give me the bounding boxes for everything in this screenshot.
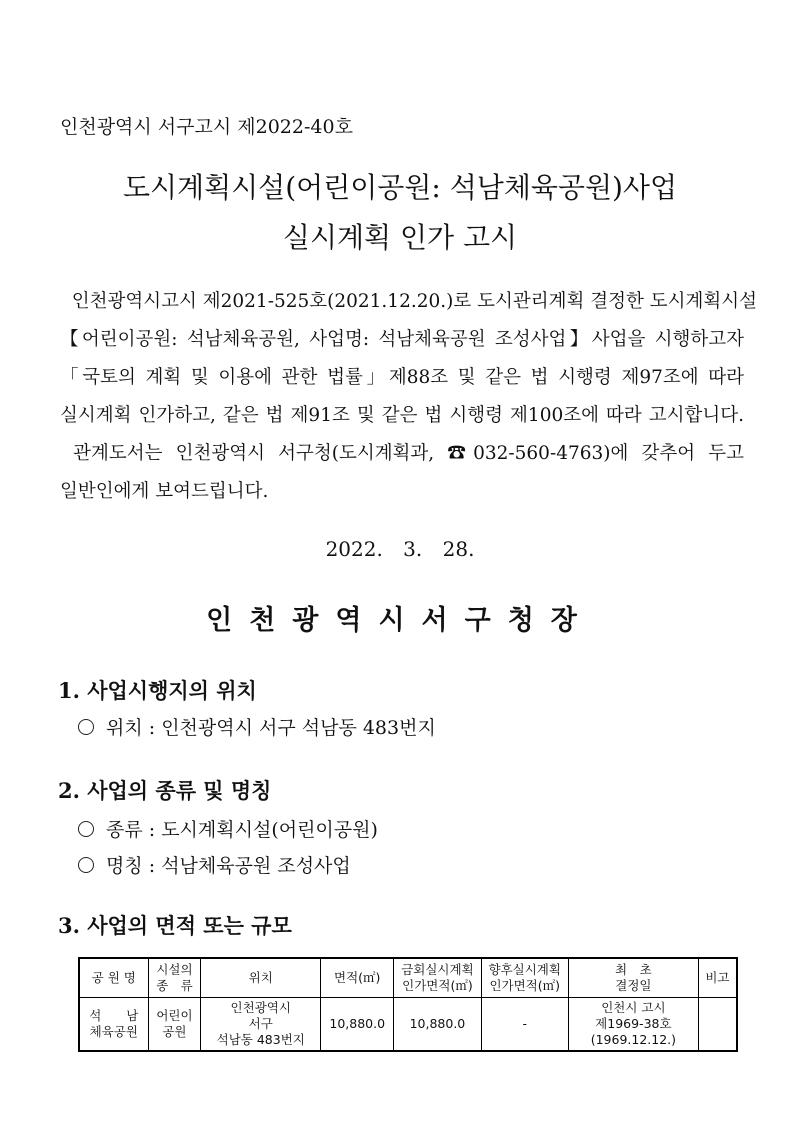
notice-body (60, 283, 757, 511)
table-cell: 석 남 체육공원 (79, 998, 148, 1052)
circle-bullet-icon (78, 719, 94, 735)
list-item-text: 종류 : 도시계획시설(어린이공원) (106, 819, 378, 841)
table-header-cell: 시설의 종 류 (148, 958, 201, 998)
issuer-name: 인천광역시서구청장 (206, 605, 594, 636)
table-cell: 인천광역시 서구 석남동 483번지 (201, 998, 321, 1052)
table-row (79, 998, 737, 1052)
list-item-text: 위치 : 인천광역시 서구 석남동 483번지 (106, 717, 436, 739)
body-line: 일반인에게 보여드립니다. (60, 481, 269, 502)
body-line: 「국토의 계획 및 이용에 관한 법률」제88조 및 같은 법 시행령 제97조에 따라 (60, 367, 744, 388)
table-cell (698, 998, 737, 1052)
list-item-location (78, 713, 436, 740)
document-title-line2: 실시계획 인가 고시 (282, 221, 518, 254)
document-title-line1: 도시계획시설(어린이공원: 석남체육공원)사업 (122, 171, 678, 204)
body-line: 관계도서는 인천광역시 서구청(도시계획과, ☎032-560-4763)에 갖추어 두고 (60, 443, 744, 464)
notice-date: 2022. 3. 28. (325, 537, 475, 561)
section-heading-area: 3. 사업의 면적 또는 규모 (58, 913, 292, 938)
body-line: 인천광역시고시 제2021-525호(2021.12.20.)로 도시관리계획 결정한 도시계획시설 (60, 291, 757, 312)
table-cell: 어린이 공원 (148, 998, 201, 1052)
list-item-type (78, 815, 378, 842)
project-summary-table (78, 957, 738, 1052)
body-line: 실시계획 인가하고, 같은 법 제91조 및 같은 법 시행령 제100조에 따라 고시합니다. (60, 405, 744, 426)
table-cell: - (481, 998, 568, 1052)
table-header-cell: 향후실시계획 인가면적(㎡) (481, 958, 568, 998)
circle-bullet-icon (78, 857, 94, 873)
table-cell: 10,880.0 (394, 998, 481, 1052)
table-header-cell: 면적(㎡) (321, 958, 394, 998)
circle-bullet-icon (78, 821, 94, 837)
list-item-text: 명칭 : 석남체육공원 조성사업 (106, 855, 351, 877)
table-header-cell: 공 원 명 (79, 958, 148, 998)
body-line: 【어린이공원: 석남체육공원, 사업명: 석남체육공원 조성사업】사업을 시행하고자 (60, 329, 744, 350)
section-heading-location: 1. 사업시행지의 위치 (58, 678, 257, 703)
table-header-cell: 비고 (698, 958, 737, 998)
table-header-cell: 위치 (201, 958, 321, 998)
notice-number: 인천광역시 서구고시 제2022-40호 (60, 116, 353, 138)
table-cell: 인천시 고시 제1969-38호 (1969.12.12.) (568, 998, 698, 1052)
table-cell: 10,880.0 (321, 998, 394, 1052)
list-item-name (78, 851, 351, 878)
table-header-cell: 최 초 결정일 (568, 958, 698, 998)
table-header-cell: 금회실시계획 인가면적(㎡) (394, 958, 481, 998)
table-header-row (79, 958, 737, 998)
section-heading-type-name: 2. 사업의 종류 및 명칭 (58, 778, 272, 803)
